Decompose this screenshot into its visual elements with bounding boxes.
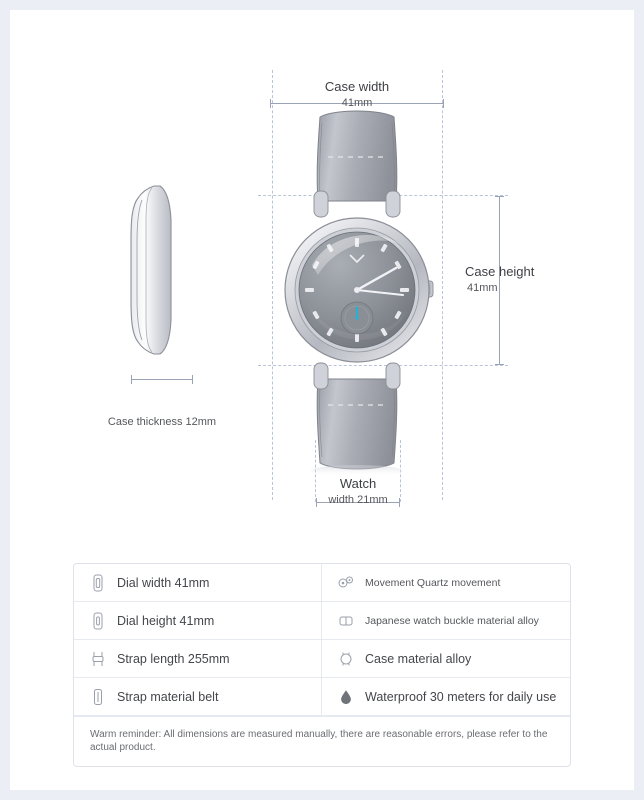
strap-length-icon: [88, 649, 107, 668]
case-thickness-cap-left: [131, 375, 132, 384]
waterproof-icon: [336, 687, 355, 706]
spec-label: Japanese watch buckle material alloy: [365, 614, 539, 627]
table-row: [74, 678, 570, 716]
warm-reminder-note: Warm reminder: All dimensions are measured manually, there are reasonable errors, please refer to the actual product.: [74, 716, 570, 766]
strap-material-icon: [88, 687, 107, 706]
case-thickness-dimension-line: [131, 379, 193, 380]
table-row: [74, 640, 570, 678]
buckle-icon: [336, 611, 355, 630]
guide-line-right: [442, 70, 443, 500]
case-height-label: Case height 41mm: [465, 264, 535, 294]
spec-cell-strap-material: [74, 678, 322, 715]
spec-label: Waterproof 30 meters for daily use: [365, 689, 557, 704]
spec-cell-dial-width: [74, 564, 322, 601]
case-thickness-label: Case thickness 12mm: [107, 416, 217, 428]
product-spec-card: [10, 10, 634, 790]
spec-label: Case material alloy: [365, 651, 472, 666]
spec-label: Dial height 41mm: [117, 613, 215, 628]
case-height-cap-bottom: [495, 364, 504, 365]
watch-dimension-diagram: [10, 10, 634, 550]
movement-icon: [336, 573, 355, 592]
spec-label: Movement Quartz movement: [365, 576, 501, 589]
case-width-label: Case width 41mm: [324, 79, 390, 109]
specification-table: [73, 563, 571, 767]
spec-label: Strap length 255mm: [117, 651, 230, 666]
spec-cell-case-material: [322, 640, 570, 677]
case-height-cap-top: [495, 196, 504, 197]
spec-cell-waterproof: [322, 678, 570, 715]
dial-width-icon: [88, 573, 107, 592]
spec-label: Strap material belt: [117, 689, 219, 704]
watch-width-label: Watch width 21mm: [328, 476, 388, 506]
spec-cell-dial-height: [74, 602, 322, 639]
spec-label: Dial width 41mm: [117, 575, 210, 590]
case-material-icon: [336, 649, 355, 668]
spec-cell-movement: [322, 564, 570, 601]
dial-height-icon: [88, 611, 107, 630]
watch-side-view-illustration: [130, 180, 174, 360]
spec-cell-buckle: [322, 602, 570, 639]
watch-front-view-illustration: [272, 105, 442, 475]
table-row: [74, 564, 570, 602]
case-thickness-cap-right: [192, 375, 193, 384]
table-row: [74, 602, 570, 640]
spec-cell-strap-length: [74, 640, 322, 677]
